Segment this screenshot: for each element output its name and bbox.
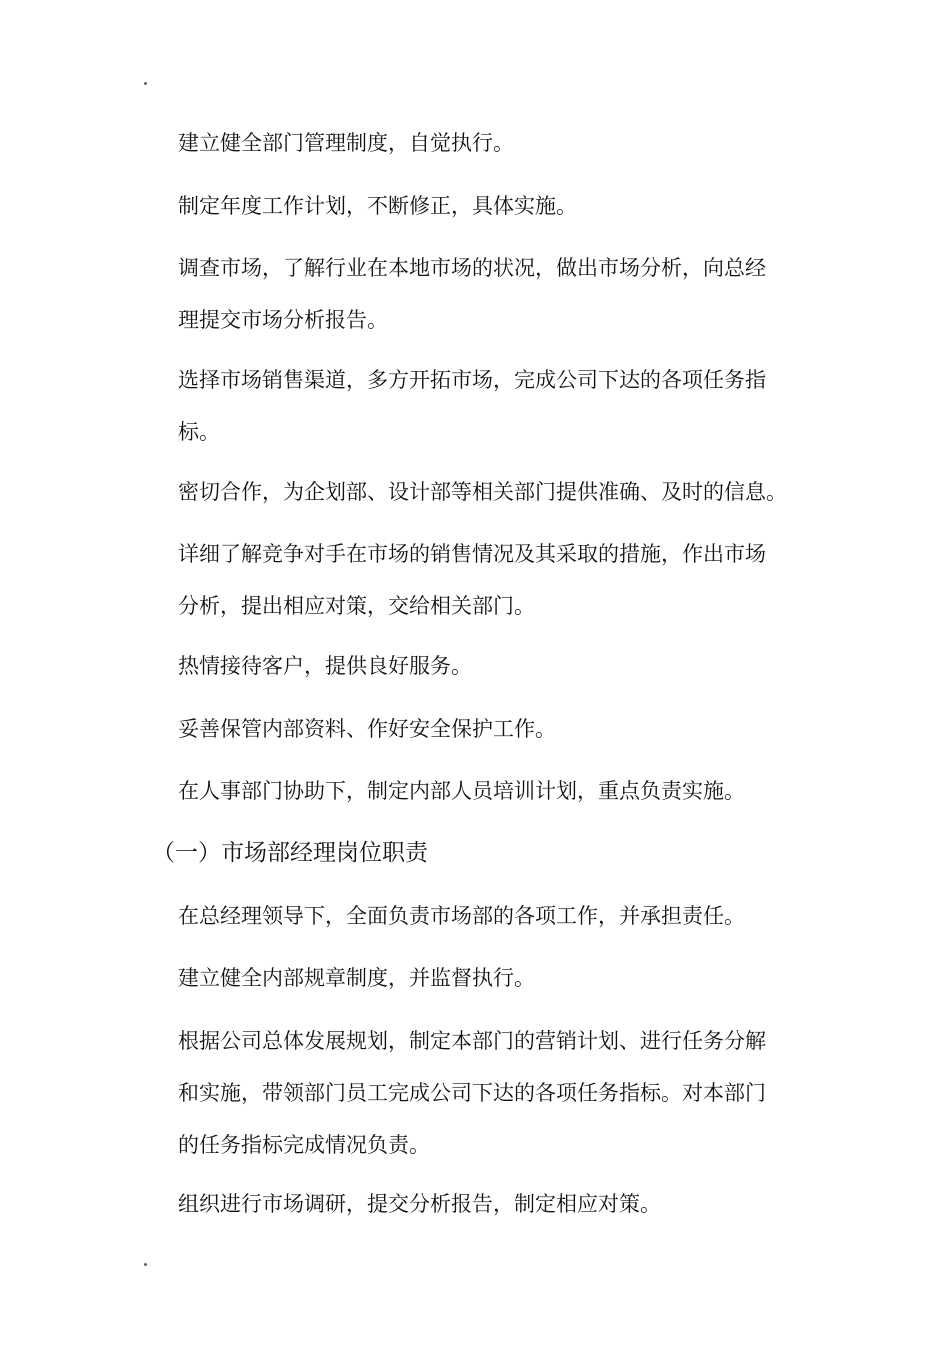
page-marker-dot-top xyxy=(144,82,147,85)
paragraph-5: 密切合作，为企划部、设计部等相关部门提供准确、及时的信息。 xyxy=(178,480,787,504)
paragraph-11: 建立健全内部规章制度，并监督执行。 xyxy=(178,966,535,990)
paragraph-9: 在人事部门协助下，制定内部人员培训计划，重点负责实施。 xyxy=(178,779,745,803)
paragraph-7: 热情接待客户，提供良好服务。 xyxy=(178,654,472,678)
paragraph-2: 制定年度工作计划，不断修正，具体实施。 xyxy=(178,194,577,218)
paragraph-4: 选择市场销售渠道，多方开拓市场，完成公司下达的各项任务指标。 xyxy=(178,368,766,444)
paragraph-6: 详细了解竞争对手在市场的销售情况及其采取的措施，作出市场分析，提出相应对策，交给相关部门。 xyxy=(178,542,766,618)
paragraph-8: 妥善保管内部资料、作好安全保护工作。 xyxy=(178,717,556,741)
paragraph-13: 组织进行市场调研，提交分析报告，制定相应对策。 xyxy=(178,1192,661,1216)
section-heading: （一）市场部经理岗位职责 xyxy=(152,840,428,866)
paragraph-3: 调查市场，了解行业在本地市场的状况，做出市场分析，向总经理提交市场分析报告。 xyxy=(178,256,766,332)
page-marker-dot-bottom xyxy=(144,1263,147,1266)
paragraph-12: 根据公司总体发展规划，制定本部门的营销计划、进行任务分解和实施，带领部门员工完成公司下达的各项任务指标。对本部门的任务指标完成情况负责。 xyxy=(178,1029,766,1157)
paragraph-10: 在总经理领导下，全面负责市场部的各项工作，并承担责任。 xyxy=(178,904,745,928)
paragraph-1: 建立健全部门管理制度，自觉执行。 xyxy=(178,131,514,155)
